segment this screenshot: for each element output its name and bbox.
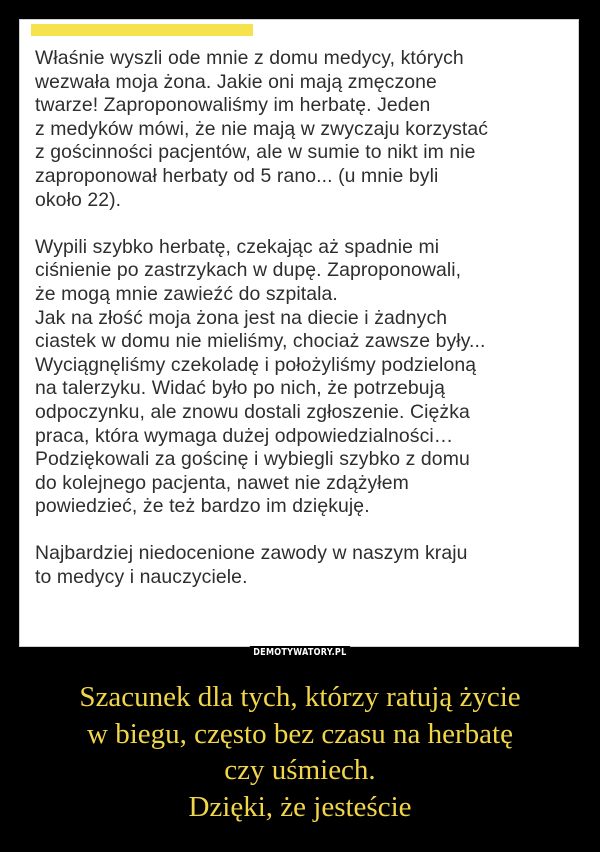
post-text-line: z medyków mówi, że nie mają w zwyczaju korzystać — [35, 117, 489, 140]
post-body-text — [35, 47, 570, 590]
demotivator-caption — [0, 679, 600, 825]
caption-line: czy uśmiech. — [224, 754, 376, 786]
post-text-line: Właśnie wyszli ode mnie z domu medycy, których — [35, 47, 464, 69]
post-screenshot-card — [19, 19, 579, 647]
caption-line: Dzięki, że jesteście — [188, 790, 412, 823]
post-text-line: praca, która wymaga dużej odpowiedzialności… — [35, 424, 454, 447]
post-text-line: z gościnności pacjentów, ale w sumie to nikt im nie — [35, 141, 476, 164]
post-text-line: do kolejnego pacjenta, nawet nie zdążyłem — [35, 471, 409, 494]
highlight-bar — [31, 24, 253, 36]
post-text-line: odpoczynku, ale znowu dostali zgłoszenie. Ciężka — [35, 400, 470, 423]
caption-line: Szacunek dla tych, którzy ratują życie — [79, 681, 521, 713]
post-text-line: ciastek w domu nie mieliśmy, chociaż zawsze były... — [35, 330, 486, 353]
caption-line: w biegu, często bez czasu na herbatę — [87, 717, 513, 750]
post-text-line: twarze! Zaproponowaliśmy im herbatę. Jeden — [35, 94, 431, 117]
post-text-line: zaproponował herbaty od 5 rano... (u mnie byli — [35, 164, 439, 187]
post-text-line: Najbardziej niedocenione zawody w naszym kraju — [35, 542, 468, 565]
post-text-line: Wyciągnęliśmy czekoladę i położyliśmy podzieloną — [35, 353, 477, 376]
post-text-line — [35, 212, 570, 236]
post-text-line: powiedzieć, że też bardzo im dziękuję. — [35, 495, 370, 518]
post-text-line — [35, 519, 570, 543]
post-text-line: Jak na złość moja żona jest na diecie i żadnych — [35, 306, 448, 329]
post-text-line: wezwała moja żona. Jakie oni mają zmęczone — [35, 70, 437, 93]
post-text-line: ciśnienie po zastrzykach w dupę. Zaproponowali, — [35, 259, 462, 282]
post-text-line: Podziękowali za gościnę i wybiegli szybko z domu — [35, 448, 470, 471]
post-text-line: że mogą mnie zawieźć do szpitala. — [35, 282, 338, 305]
watermark-label: DEMOTYWATORY.PL — [250, 646, 350, 659]
post-text-line: na talerzyku. Widać było po nich, że potrzebują — [35, 377, 445, 400]
post-text-line: około 22). — [35, 188, 122, 211]
site-watermark — [0, 646, 600, 659]
post-text-line: Wypili szybko herbatę, czekając aż spadnie mi — [35, 235, 440, 258]
post-text-line: to medycy i nauczyciele. — [35, 566, 248, 589]
